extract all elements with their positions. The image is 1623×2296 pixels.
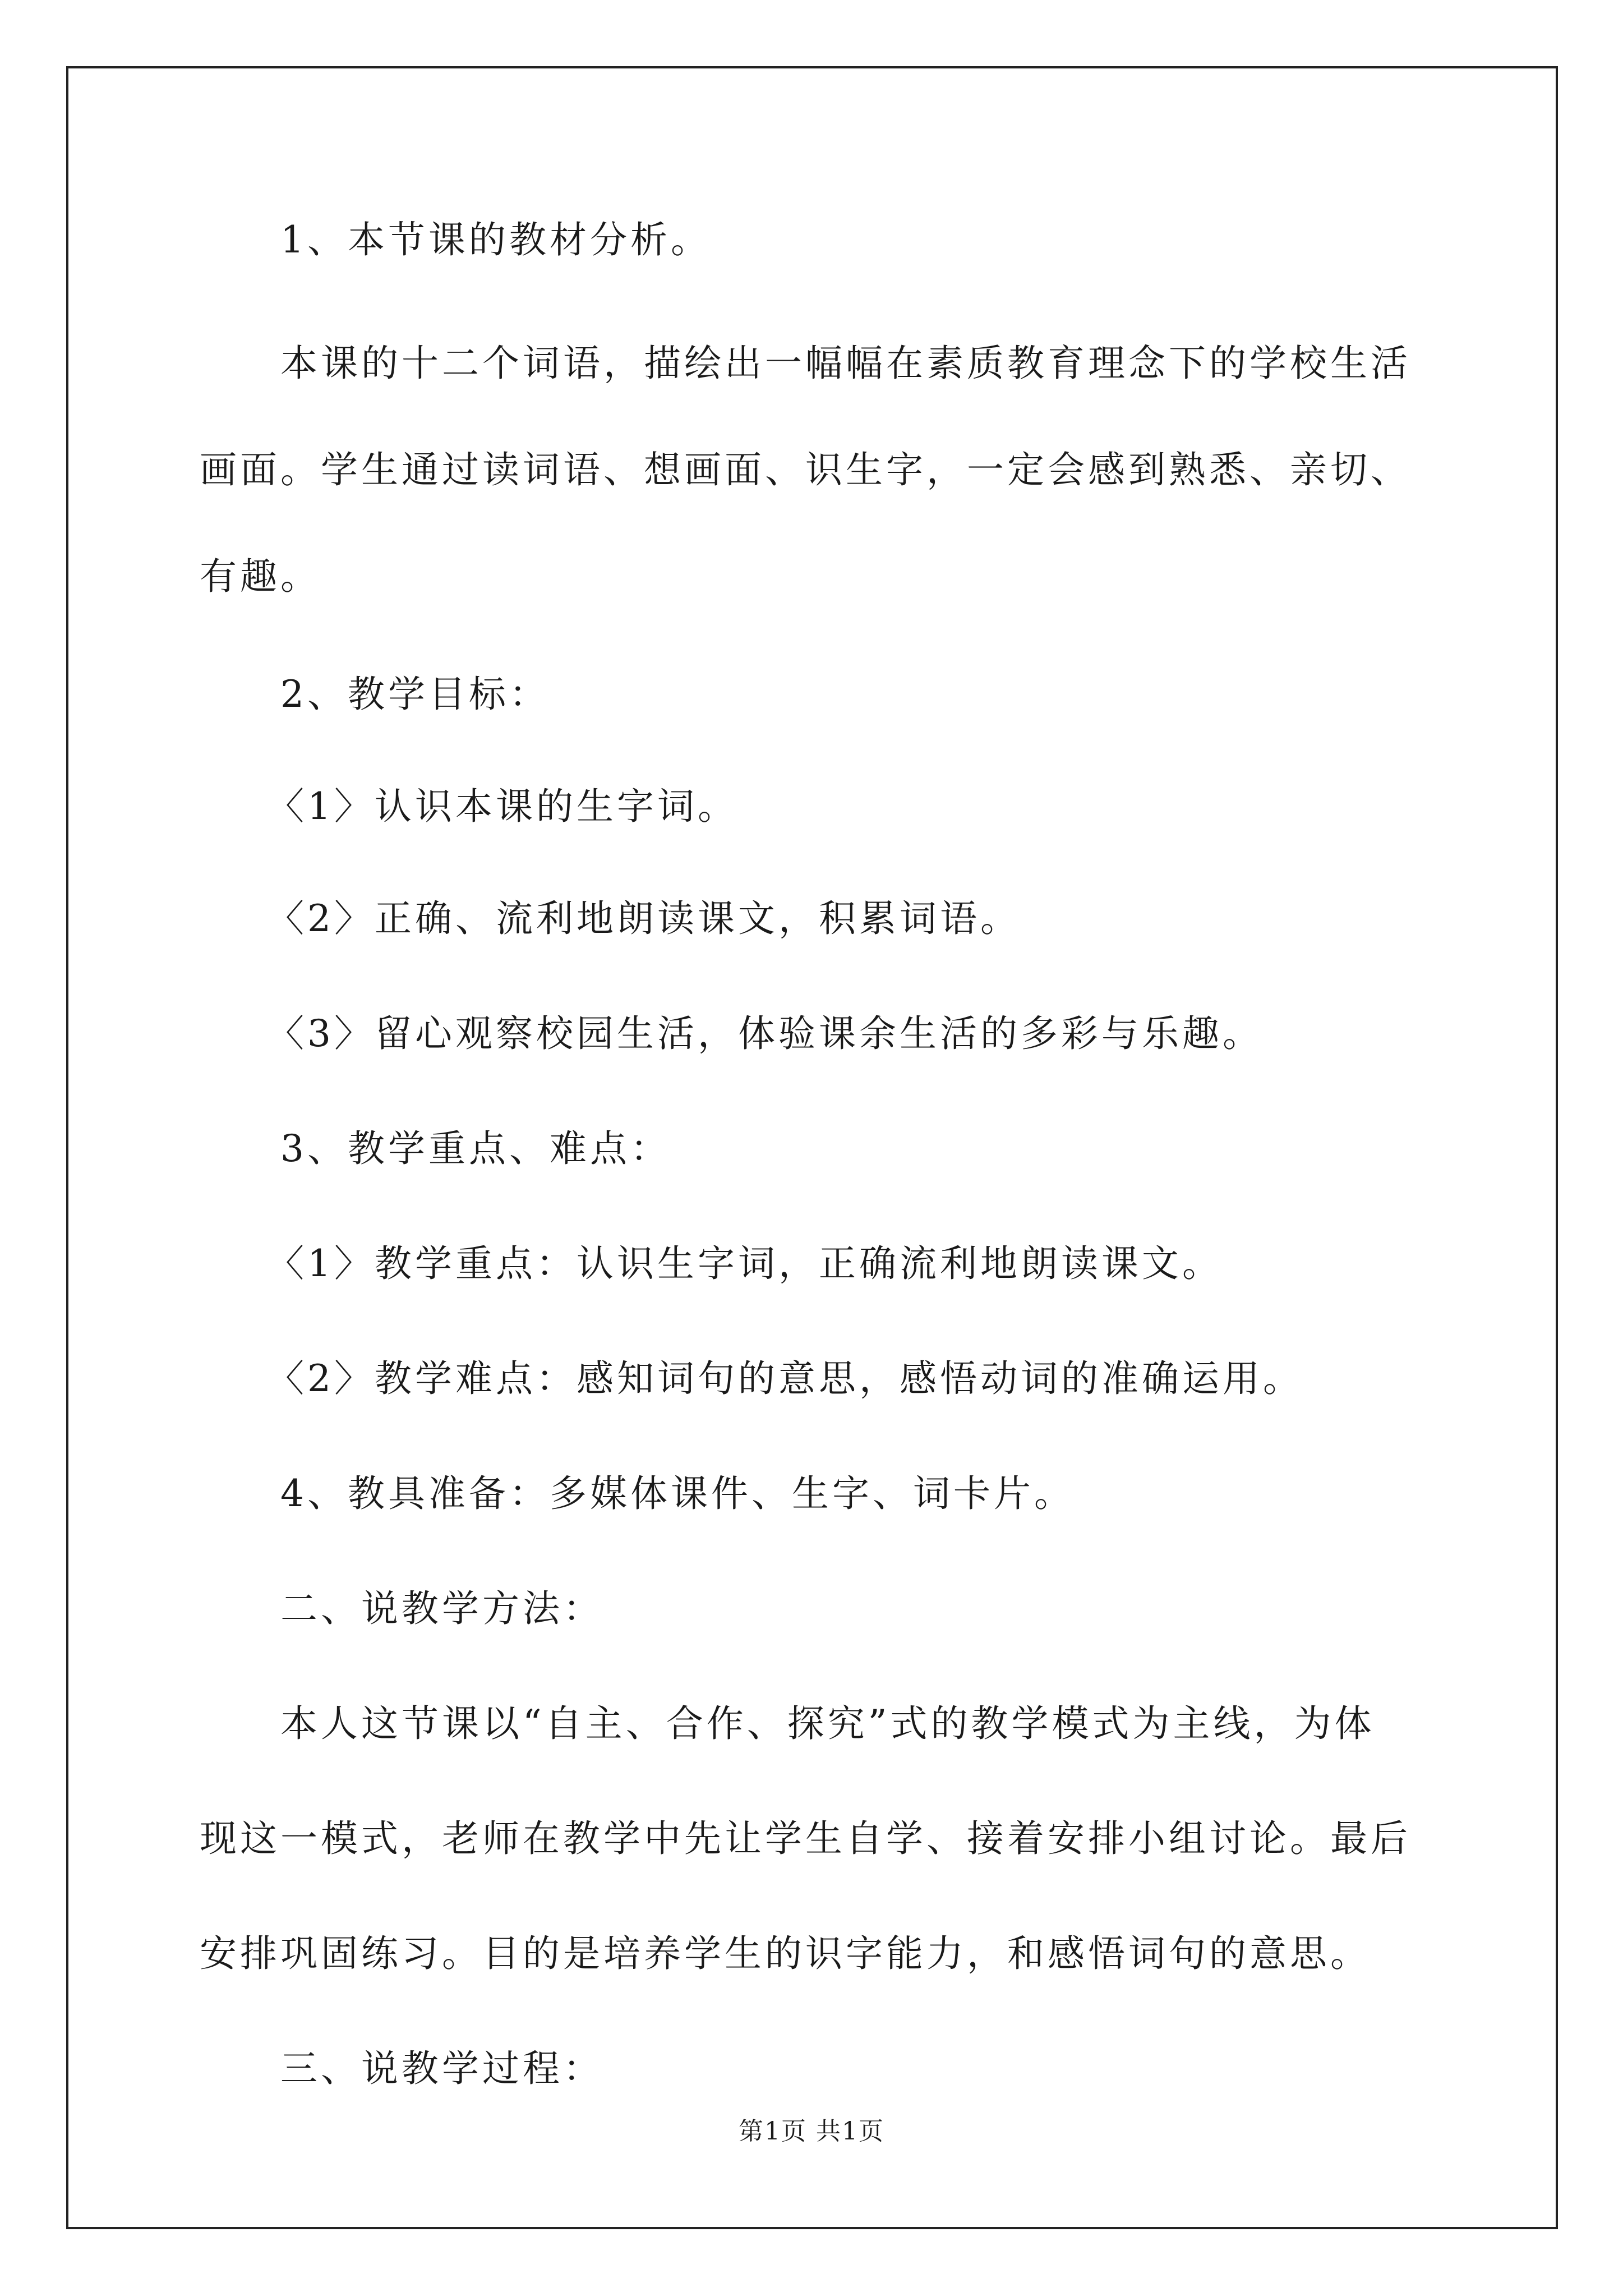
section-heading-process: 三、说教学过程： — [280, 2047, 603, 2090]
section-heading-1: 1、本节课的教材分析。 — [280, 218, 711, 261]
paragraph-line: 本课的十二个词语，描绘出一幅幅在素质教育理念下的学校生活 — [280, 342, 1411, 385]
paragraph-line: 画面。学生通过读词语、想画面、识生字，一定会感到熟悉、亲切、 — [200, 448, 1411, 491]
paragraph-line: 现这一模式，老师在教学中先让学生自学、接着安排小组讨论。最后 — [200, 1817, 1411, 1860]
list-item: 〈2〉教学难点：感知词句的意思，感悟动词的准确运用。 — [267, 1357, 1303, 1400]
list-item: 〈2〉正确、流利地朗读课文，积累词语。 — [267, 897, 1021, 940]
list-item: 〈1〉教学重点：认识生字词，正确流利地朗读课文。 — [267, 1242, 1223, 1285]
paragraph-line: 安排巩固练习。目的是培养学生的识字能力，和感悟词句的意思。 — [200, 1932, 1371, 1975]
paragraph-line: 有趣。 — [200, 555, 321, 598]
list-item: 〈1〉认识本课的生字词。 — [267, 785, 738, 828]
paragraph-line: 本人这节课以“自主、合作、探究”式的教学模式为主线，为体 — [280, 1702, 1375, 1745]
section-heading-2: 2、教学目标： — [280, 673, 550, 716]
section-heading-method: 二、说教学方法： — [280, 1587, 603, 1630]
section-heading-4: 4、教具准备：多媒体课件、生字、词卡片。 — [280, 1472, 1075, 1515]
section-heading-3: 3、教学重点、难点： — [280, 1127, 671, 1170]
list-item: 〈3〉留心观察校园生活，体验课余生活的多彩与乐趣。 — [267, 1012, 1263, 1055]
page-number-footer: 第1页 共1页 — [739, 2117, 884, 2146]
